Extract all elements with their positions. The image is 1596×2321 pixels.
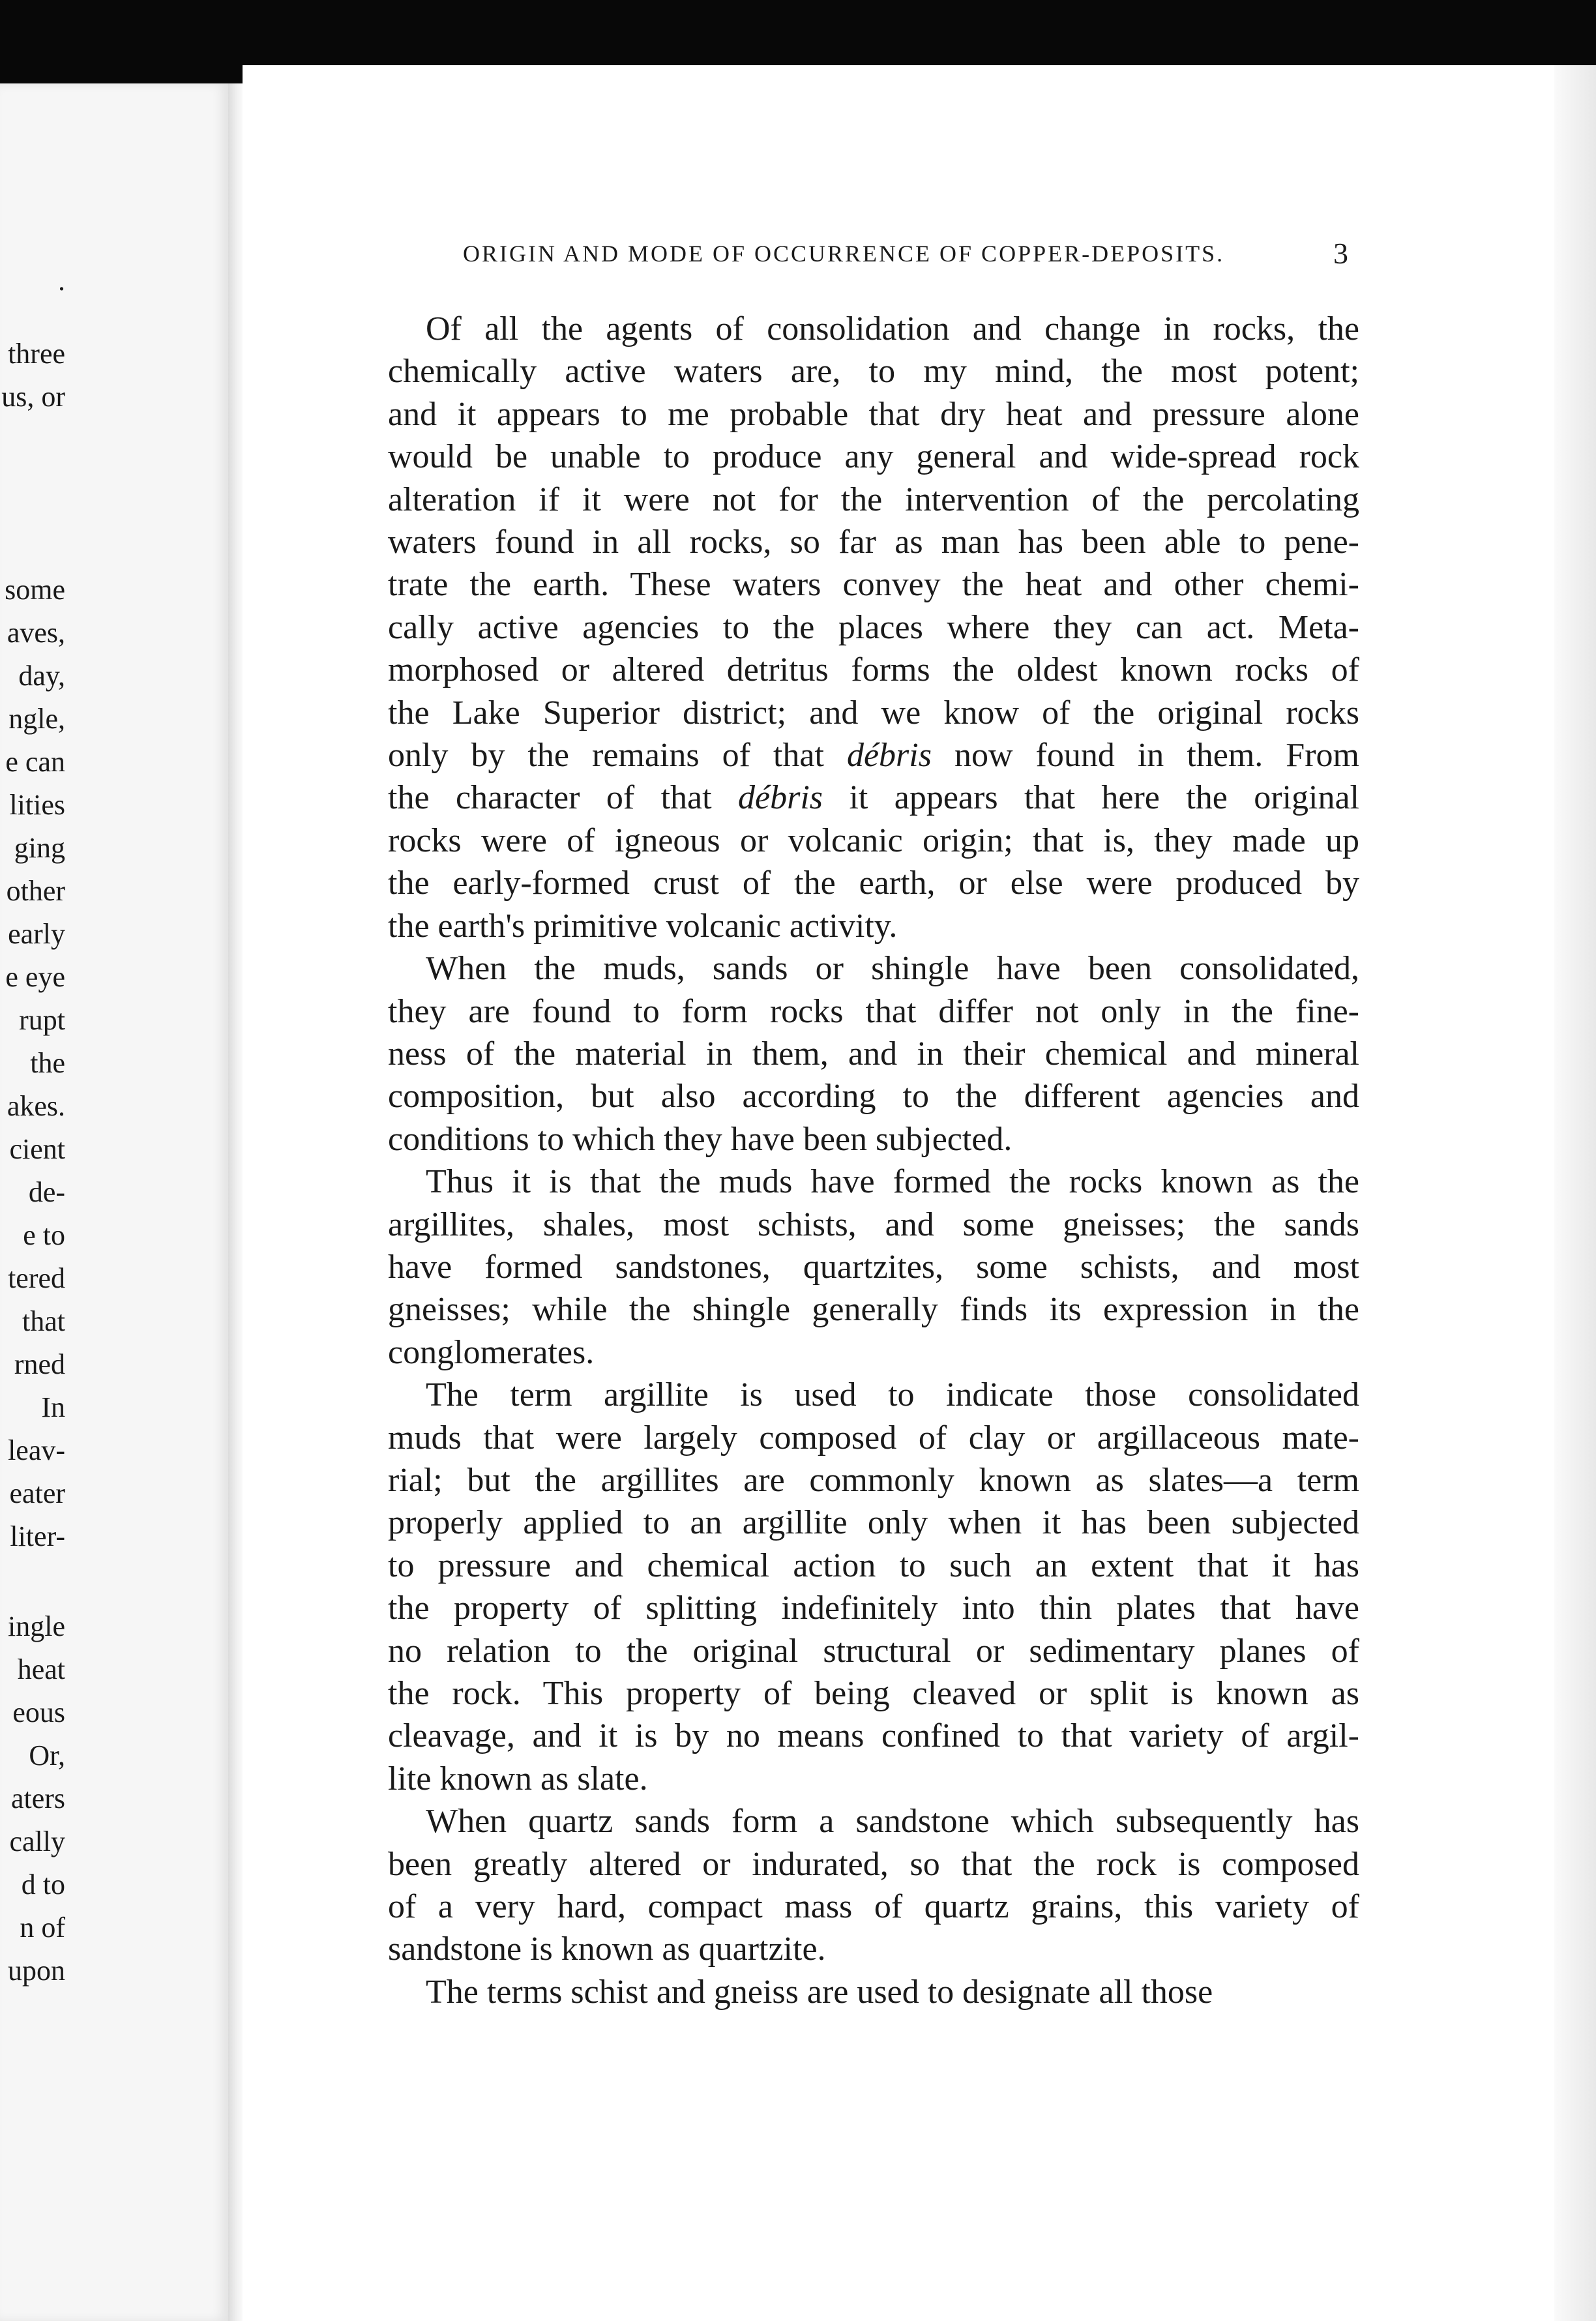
left-page-fragment: e can: [5, 746, 65, 778]
text-line: Of all the agents of consolidation and change in rocks, the: [426, 310, 1359, 347]
left-page-fragment: day,: [18, 660, 65, 692]
text-line: have formed sandstones, quartzites, some schists, and most: [388, 1248, 1359, 1286]
text-line: composition, but also according to the different agencies and: [388, 1078, 1359, 1116]
text-line: The term argillite is used to indicate those consolidated: [426, 1376, 1359, 1414]
left-page: [0, 83, 228, 2321]
left-page-fragment: e to: [23, 1219, 65, 1251]
left-page-fragment: us, or: [1, 381, 65, 413]
text-line: cleavage, and it is by no means confined to that variety of argil-: [388, 1717, 1359, 1755]
left-page-fragment: de-: [28, 1176, 65, 1208]
book-gutter: [228, 83, 243, 2321]
text-line: the earth's primitive volcanic activity.: [388, 907, 898, 945]
text-line: cally active agencies to the places where they can act. Meta-: [388, 608, 1359, 646]
left-page-fragment: cient: [9, 1133, 65, 1165]
text-line: alteration if it were not for the intervention of the percolating: [388, 480, 1359, 518]
left-page-fragment: rupt: [19, 1004, 65, 1036]
text-line: chemically active waters are, to my mind, the most potent;: [388, 353, 1359, 391]
left-page-fragment: upon: [8, 1955, 65, 1987]
text-line: rial; but the argillites are commonly known as slates—a term: [388, 1461, 1359, 1499]
paragraph: [388, 308, 1359, 947]
left-page-fragment: d to: [21, 1869, 65, 1900]
left-page-fragment: early: [8, 918, 65, 950]
left-page-fragment: lities: [9, 789, 65, 821]
text-line: the rock. This property of being cleaved or split is known as: [388, 1675, 1359, 1712]
left-page-fragment: liter-: [10, 1520, 65, 1552]
text-line: to pressure and chemical action to such an extent that it has: [388, 1546, 1359, 1584]
left-page-fragment: cally: [9, 1826, 65, 1857]
text-line: lite known as slate.: [388, 1760, 648, 1797]
paragraph: [388, 947, 1359, 1160]
text-line: rocks were of igneous or volcanic origin; that is, they made up: [388, 821, 1359, 859]
text-line: the property of splitting indefinitely into thin plates that have: [388, 1589, 1359, 1627]
text-line: the Lake Superior district; and we know of the original rocks: [388, 694, 1359, 732]
text-line: The terms schist and gneiss are used to designate all those: [426, 1973, 1213, 2011]
left-page-fragment: ngle,: [8, 703, 65, 735]
left-page-fragment: Or,: [29, 1739, 65, 1771]
left-page-fragment: ging: [14, 832, 65, 864]
text-line: and it appears to me probable that dry heat and pressure alone: [388, 395, 1359, 433]
left-page-fragment: eous: [12, 1696, 65, 1728]
text-line: trate the earth. These waters convey the heat and other chemi-: [388, 566, 1359, 604]
text-line: sandstone is known as quartzite.: [388, 1930, 826, 1968]
paragraph: [388, 1374, 1359, 1800]
left-page-fragment: other: [6, 875, 65, 907]
text-line: no relation to the original structural or sedimentary planes of: [388, 1632, 1359, 1670]
text-line: of a very hard, compact mass of quartz grains, this variety of: [388, 1888, 1359, 1926]
left-page-fragment: that: [22, 1305, 65, 1337]
text-line: morphosed or altered detritus forms the oldest known rocks of: [388, 651, 1359, 689]
text-line: conglomerates.: [388, 1333, 595, 1371]
left-page-fragment: some: [5, 574, 65, 606]
text-line: conditions to which they have been subjected.: [388, 1120, 1012, 1158]
paragraph: [388, 1800, 1359, 1971]
text-line: they are found to form rocks that differ not only in the fine-: [388, 992, 1359, 1030]
text-line: the early-formed crust of the earth, or else were produced by: [388, 865, 1359, 902]
left-page-fragment: akes.: [7, 1090, 65, 1122]
text-line: only by the remains of that débris now found in them. From: [388, 737, 1359, 775]
text-line: the character of that débris it appears that here the original: [388, 779, 1359, 817]
left-page-fragment: leav-: [8, 1434, 65, 1466]
paragraph: [388, 1971, 1359, 2013]
text-line: muds that were largely composed of clay or argillaceous mate-: [388, 1419, 1359, 1456]
text-line: Thus it is that the muds have formed the rocks known as the: [426, 1163, 1359, 1201]
left-page-fragment: tered: [8, 1262, 65, 1294]
left-page-fragment: n of: [20, 1912, 65, 1944]
left-page-fragment: aves,: [7, 617, 65, 649]
page-edge: [1554, 65, 1596, 2321]
running-header: ORIGIN AND MODE OF OCCURRENCE OF COPPER-DEPOSITS.: [463, 241, 1225, 267]
left-page-fragment: rned: [14, 1348, 65, 1380]
left-page-fragment: e eye: [5, 961, 65, 993]
page-number: 3: [1333, 237, 1348, 270]
text-line: argillites, shales, most schists, and some gneisses; the sands: [388, 1205, 1359, 1243]
text-line: been greatly altered or indurated, so that the rock is composed: [388, 1845, 1359, 1883]
text-line: gneisses; while the shingle generally finds its expression in the: [388, 1291, 1359, 1329]
left-page-fragment: aters: [10, 1782, 65, 1814]
left-page-fragment: three: [8, 338, 65, 370]
text-line: ness of the material in them, and in their chemical and mineral: [388, 1035, 1359, 1072]
body-text: [388, 308, 1359, 2013]
text-line: waters found in all rocks, so far as man has been able to pene-: [388, 524, 1359, 561]
text-line: would be unable to produce any general and wide-spread rock: [388, 438, 1359, 476]
text-line: When the muds, sands or shingle have been consolidated,: [426, 950, 1359, 988]
left-page-fragment: heat: [17, 1653, 65, 1685]
left-page-fragment: .: [58, 265, 65, 297]
text-line: When quartz sands form a sandstone which subsequently has: [426, 1803, 1359, 1841]
left-page-fragment: eater: [9, 1477, 65, 1509]
text-line: properly applied to an argillite only when it has been subjected: [388, 1504, 1359, 1542]
left-page-fragment: In: [41, 1391, 65, 1423]
left-page-fragment: ingle: [8, 1610, 65, 1642]
paragraph: [388, 1160, 1359, 1374]
left-page-fragment: the: [30, 1047, 65, 1079]
